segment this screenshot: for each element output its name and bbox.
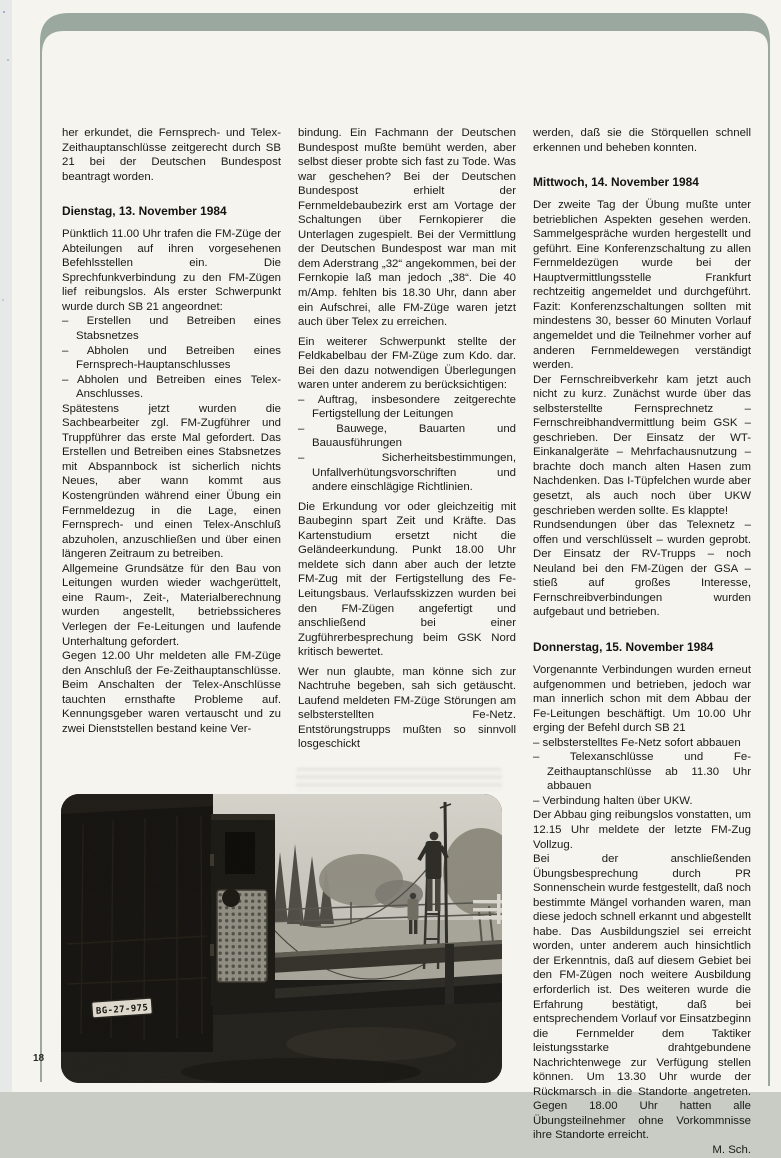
paragraph: Gegen 12.00 Uhr meldeten alle FM-Züge den Anschluß der Fe-Zeithauptanschlüsse. Beim Anschalten der Telex-Anschlüsse tauchten ernsthafte Probleme auf. Kennungsgeber waren vertauscht und zu zwei Dienststellen bestand keine Ver- bbox=[62, 650, 281, 735]
list-item: – Verbindung halten über UKW. bbox=[533, 794, 751, 809]
paragraph: Vorgenannte Verbindungen wurden erneut aufgenommen und betrieben, jedoch war man innerlich schon mit dem Abbau der Fe-Leitungen beschäftigt. Um 10.00 Uhr erging der Befehl durch SB 21 bbox=[533, 663, 751, 735]
paragraph: Allgemeine Grundsätze für den Bau von Leitungen wurden wieder wachgerüttelt, eine Raum-, Zeit-, Materialberechnung wurden angestellt, betriebssicheres Verlegen der Fe-Leitungen und laufende Unterhaltung gefordert. bbox=[62, 562, 281, 648]
day-heading-tuesday: Dienstag, 13. November 1984 bbox=[62, 204, 227, 219]
text-column-2 bbox=[298, 126, 516, 752]
list-item: – Bauwege, Bauarten und Bauausführungen bbox=[298, 422, 516, 451]
photo-field-exercise bbox=[61, 794, 502, 1083]
print-bleedthrough bbox=[296, 768, 502, 792]
paragraph: bindung. Ein Fachmann der Deutschen Bundespost mußte bemüht werden, aber selbst dieser probte sich fast zu Tode. Was war geschehen? Bei der Deutschen Bundespost erhielt der Fernmeldebaubezirk erst am Vortage der Schaltungen über Fernkopierer die Unterlagen zugespielt. Bei der Vermittlung der Deutschen Bundespost war man mit dem Aderstrang „32“ angekommen, bei der Fernkopie laß man jedoch „38“. Die 40 m/Amp. fehlten bis 18.30 Uhr, dann aber ein Aufschrei, alle FM-Züge waren jetzt auch über Telex zu erreichen. bbox=[298, 127, 516, 329]
list-item: – Auftrag, insbesondere zeitgerechte Fertigstellung der Leitungen bbox=[298, 393, 516, 422]
page-number: 18 bbox=[33, 1053, 45, 1064]
list-item: – selbsterstelltes Fe-Netz sofort abbauen bbox=[533, 736, 751, 751]
paragraph: Pünktlich 11.00 Uhr trafen die FM-Züge der Abteilungen auf ihren vorgesehenen Befehlsstellen ein. Die Sprechfunkverbindung zu den FM-Zügen lief reibungslos. Als erster Schwerpunkt wurde durch SB 21 angeordnet: bbox=[62, 228, 281, 313]
paragraph: Die Erkundung vor oder gleichzeitig mit Baubeginn spart Zeit und Kräfte. Das Kartenstudium ersetzt nicht die Geländeerkundung. Punkt 18.00 Uhr meldete sich dann aber auch der letzte FM-Zug mit der Fertigstellung des Fe-Leitungsbaus. Verlaufsskizzen wurden bei den FM-Zügen angefertigt und anschließend bei einer Zugführerbesprechung beim GSK Nord kritisch bewertet. bbox=[298, 500, 516, 659]
paragraph: werden, daß sie die Störquellen schnell erkennen und beheben konnten. bbox=[533, 127, 751, 154]
paragraph: Spätestens jetzt wurden die Sachbearbeiter zgl. FM-Zugführer und Truppführer das erste Mal gefordert. Das Erstellen und Betreiben eines Stabsnetzes mit Abspannbock ist sicherlich nichts Neues, aber wann kommt aus Kostengründen während einer Übung ein Fernmeldezug in die Lage, einen Fernsprech- und einen Telex-Anschluß abzuholen, anzuschließen und über einen längeren Zeitraum zu betreiben. bbox=[62, 402, 281, 561]
list-item: – Telexanschlüsse und Fe-Zeithauptanschlüsse ab 11.30 Uhr abbauen bbox=[533, 750, 751, 794]
author-signature: M. Sch. bbox=[712, 1144, 751, 1156]
text-column-1 bbox=[62, 126, 281, 736]
film-grain bbox=[61, 794, 502, 1083]
paragraph: Bei der anschließenden Übungsbesprechung durch PR Sonnenschein wurde festgestellt, daß noch bestimmte Mängel vorhanden waren, man diese jedoch schnell erkannt und abgestellt habe. Das Ausbildungsziel sei erreicht worden, unter anderem auch hinsichtlich der Erkenntnis, daß auf diesem Gebiet bei den FM-Zügen noch weitere Ausbildung erforderlich ist. Des weiteren wurde die Erfahrung bestätigt, daß bei entsprechendem Vorlauf vor Einsatzbeginn die Fernmelder dem Taktiker leistungsstarke drahtgebundene Nachrichtenwege zur Verfügung stellen können. Um 13.30 Uhr wurde der Rückmarsch in die Standorte angetreten. Gegen 18.00 Uhr hatten alle Übungsteilnehmer ohne Vorkommnisse ihre Standorte erreicht. bbox=[533, 853, 751, 1142]
paragraph: Ein weiterer Schwerpunkt stellte der Feldkabelbau der FM-Züge zum Kdo. dar. Bei den dazu notwendigen Überlegungen waren unter anderem zu berücksichtigen: bbox=[298, 335, 516, 392]
paragraph: Der Fernschreibverkehr kam jetzt auch nicht zu kurz. Zunächst wurde über das selbsterstellte Fernsprechnetz – Fernschreibhandvermittlung beim GSK – geschrieben. Der Einsatz der WT-Einkanalgeräte – Mehrfachausnutzung – brachte doch manch alten Hasen zum Nachdenken. Das I-Tüpfelchen wurde aber gesetzt, als auch noch über UKW geschrieben werden sollte. Es klappte! bbox=[533, 373, 751, 517]
day-heading-wednesday: Mittwoch, 14. November 1984 bbox=[533, 175, 699, 190]
day-heading-thursday: Donnerstag, 15. November 1984 bbox=[533, 639, 714, 654]
list-item: – Abholen und Betreiben eines Fernsprech-Hauptanschlusses bbox=[62, 344, 281, 373]
photo-illustration bbox=[61, 794, 502, 1083]
list-item: – Sicherheitsbestimmungen, Unfallverhütungsvorschriften und andere einschlägige Richtlinien. bbox=[298, 451, 516, 495]
intro-paragraph: her erkundet, die Fernsprech- und Telex-Zeithauptanschlüsse zeitgerecht durch SB 21 bei der Deutschen Bundespost beantragt worden. bbox=[62, 127, 281, 183]
paragraph: Der Abbau ging reibungslos vonstatten, um 12.15 Uhr meldete der letzte FM-Zug Vollzug. bbox=[533, 809, 751, 851]
paragraph: Wer nun glaubte, man könne sich zur Nachtruhe begeben, sah sich getäuscht. Laufend meldeten FM-Züge Störungen am selbsterstellten Fe-Netz. Entstörungstrupps mußten so sinnvoll losgeschickt bbox=[298, 665, 516, 751]
list-item: – Erstellen und Betreiben eines Stabsnetzes bbox=[62, 314, 281, 343]
paragraph: Rundsendungen über das Telexnetz – offen und verschlüsselt – wurden geprobt. Der Einsatz der RV-Trupps – noch Neuland bei den FM-Zügen der GSA – stieß auf großes Interesse, Fernschreibverbindungen wurden aufgebaut und betrieben. bbox=[533, 519, 751, 619]
license-plate-text: BG-27-975 bbox=[95, 1003, 149, 1017]
text-column-3 bbox=[533, 126, 751, 1158]
list-item: – Abholen und Betreiben eines Telex-Anschlusses. bbox=[62, 373, 281, 402]
paragraph: Der zweite Tag der Übung mußte unter betrieblichen Aspekten gesehen werden. Sammelgespräche wurden hergestellt und geführt. Eine Konferenzschaltung zu allen Fernmeldezügen wurde bei der Hauptvermittlungsstelle Frankfurt rechtzeitig angemeldet und durchgeführt. Fazit: Konferenzschaltungen sollten mit mindestens 30, besser 60 Minuten Vorlauf angemeldet und die Teilnehmer vorher auf anderen Fernmeldewegen verständigt werden. bbox=[533, 199, 751, 372]
